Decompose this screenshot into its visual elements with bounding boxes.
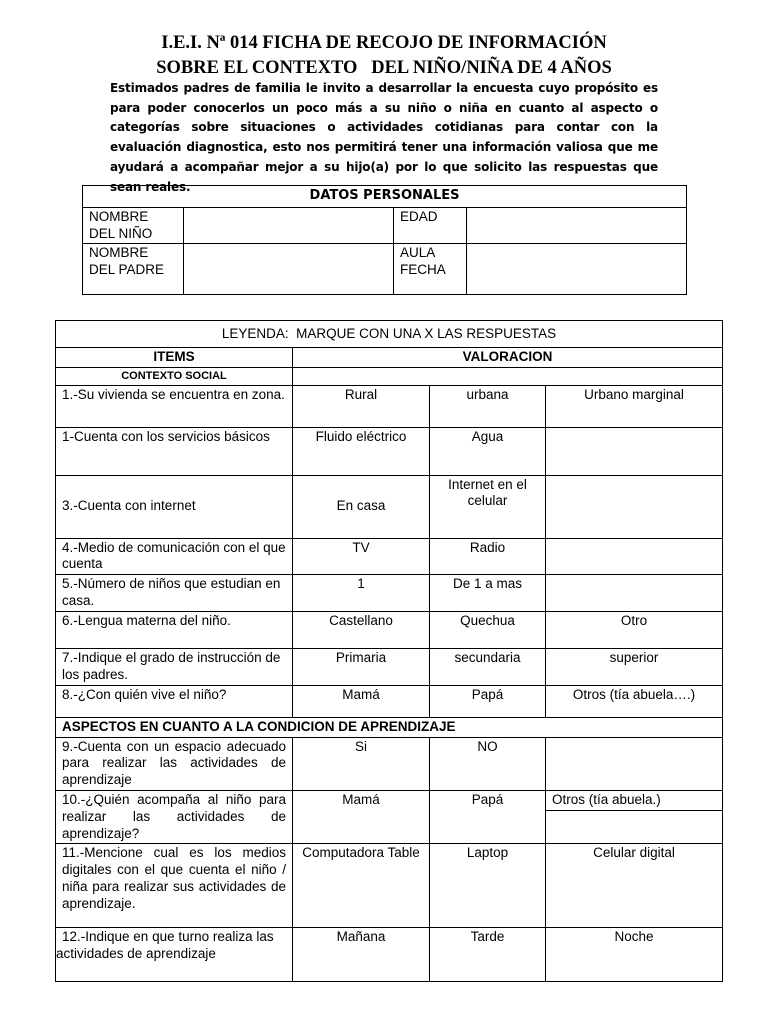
option-q1-1[interactable]: Rural [293, 385, 430, 427]
question-row-3 [56, 475, 723, 538]
option-q11-2[interactable]: Laptop [430, 844, 546, 928]
age-label: EDAD [394, 208, 467, 244]
option-q10-1[interactable]: Mamá [293, 790, 430, 843]
title-line-1: I.E.I. Nª 014 FICHA DE RECOJO DE INFORMACIÓN [161, 33, 607, 53]
section-condicion-aprendizaje: ASPECTOS EN CUANTO A LA CONDICION DE APRENDIZAJE [56, 717, 723, 737]
item-q12-line2: actividades de aprendizaje [56, 946, 216, 962]
question-row-10 [56, 790, 723, 843]
item-q4: 4.-Medio de comunicación con el que cuenta [56, 538, 293, 575]
legend: LEYENDA: MARQUE CON UNA X LAS RESPUESTAS [56, 321, 723, 348]
intro-text: Estimados padres de familia le invito a desarrollar la encuesta cuyo propósito es para poder conocerlos un poco más a su niño o niña en cuanto al aspecto o categorías sobre situaciones o actividades cotidianas para contar con la evaluación diagnostica, esto nos permitirá tener una información valiosa que me ayudará a acompañar mejor a su hijo(a) por lo que solicito las respuestas que sean reales. [110, 81, 658, 194]
question-row-5 [56, 575, 723, 612]
option-q1-2[interactable]: urbana [430, 385, 546, 427]
option-q8-2[interactable]: Papá [430, 685, 546, 717]
option-q10-3[interactable]: Otros (tía abuela.) [546, 791, 722, 811]
question-row-12 [56, 928, 723, 982]
option-q9-2[interactable]: NO [430, 737, 546, 790]
item-q3: 3.-Cuenta con internet [56, 475, 293, 538]
personal-data-table [82, 185, 687, 295]
parent-name-label: NOMBRE DEL PADRE [83, 244, 184, 295]
option-q3-1[interactable]: En casa [293, 475, 430, 538]
option-q2-3[interactable] [546, 427, 723, 475]
option-q5-3[interactable] [546, 575, 723, 612]
classroom-label: AULA [400, 245, 436, 260]
question-row-7 [56, 649, 723, 686]
option-q7-1[interactable]: Primaria [293, 649, 430, 686]
item-q12-line1: 12.-Indique en que turno realiza las [62, 929, 274, 945]
option-q5-1[interactable]: 1 [293, 575, 430, 612]
option-q8-1[interactable]: Mamá [293, 685, 430, 717]
age-field[interactable] [467, 208, 687, 244]
question-row-6 [56, 612, 723, 649]
question-row-8 [56, 685, 723, 717]
option-q4-2[interactable]: Radio [430, 538, 546, 575]
option-q10-2[interactable]: Papá [430, 790, 546, 843]
section-blank [293, 367, 723, 385]
option-q7-2[interactable]: secundaria [430, 649, 546, 686]
child-name-label: NOMBRE DEL NIÑO [83, 208, 184, 244]
option-q12-1[interactable]: Mañana [293, 928, 430, 982]
items-header: ITEMS [56, 348, 293, 368]
document-title [0, 31, 768, 81]
item-q9: 9.-Cuenta con un espacio adecuado para realizar las actividades de aprendizaje [56, 737, 293, 790]
option-q6-3[interactable]: Otro [546, 612, 723, 649]
option-q2-1[interactable]: Fluido eléctrico [293, 427, 430, 475]
item-q1: 1.-Su vivienda se encuentra en zona. [56, 385, 293, 427]
option-q8-3[interactable]: Otros (tía abuela….) [546, 685, 723, 717]
option-q12-3[interactable]: Noche [546, 928, 723, 982]
option-q5-2[interactable]: De 1 a mas [430, 575, 546, 612]
date-label: FECHA [400, 261, 446, 277]
option-q4-1[interactable]: TV [293, 538, 430, 575]
intro-paragraph [110, 79, 658, 197]
option-q12-2[interactable]: Tarde [430, 928, 546, 982]
question-row-11 [56, 844, 723, 928]
question-row-9 [56, 737, 723, 790]
option-q6-1[interactable]: Castellano [293, 612, 430, 649]
classroom-date-labels [394, 244, 467, 295]
survey-table [55, 320, 723, 982]
item-q5: 5.-Número de niños que estudian en casa. [56, 575, 293, 612]
option-q11-3[interactable]: Celular digital [546, 844, 723, 928]
question-row-4 [56, 538, 723, 575]
child-name-field[interactable] [184, 208, 394, 244]
classroom-date-field[interactable] [467, 244, 687, 295]
item-q7: 7.-Indique el grado de instrucción de los padres. [56, 649, 293, 686]
option-q11-1[interactable]: Computadora Table [293, 844, 430, 928]
option-q7-3[interactable]: superior [546, 649, 723, 686]
question-row-2 [56, 427, 723, 475]
option-q9-3[interactable] [546, 737, 723, 790]
title-line-2: SOBRE EL CONTEXTO DEL NIÑO/NIÑA DE 4 AÑOS [156, 58, 612, 78]
option-q4-3[interactable] [546, 538, 723, 575]
item-q12 [56, 928, 293, 982]
item-q2: 1-Cuenta con los servicios básicos [56, 427, 293, 475]
item-q8: 8.-¿Con quién vive el niño? [56, 685, 293, 717]
personal-data-header: DATOS PERSONALES [83, 186, 687, 208]
item-q6: 6.-Lengua materna del niño. [56, 612, 293, 649]
option-q2-2[interactable]: Agua [430, 427, 546, 475]
section-contexto-social: CONTEXTO SOCIAL [56, 367, 293, 385]
option-q9-1[interactable]: Si [293, 737, 430, 790]
option-q1-3[interactable]: Urbano marginal [546, 385, 723, 427]
option-q3-2[interactable]: Internet en el celular [430, 475, 546, 538]
item-q11: 11.-Mencione cual es los medios digitales con el que cuenta el niño / niña para realizar sus actividades de aprendizaje. [56, 844, 293, 928]
option-q6-2[interactable]: Quechua [430, 612, 546, 649]
item-q10: 10.-¿Quién acompaña al niño para realizar las actividades de aprendizaje? [56, 790, 293, 843]
parent-name-field[interactable] [184, 244, 394, 295]
option-q10-3-cell [546, 790, 723, 843]
question-row-1 [56, 385, 723, 427]
option-q3-3[interactable] [546, 475, 723, 538]
valoracion-header: VALORACION [293, 348, 723, 368]
